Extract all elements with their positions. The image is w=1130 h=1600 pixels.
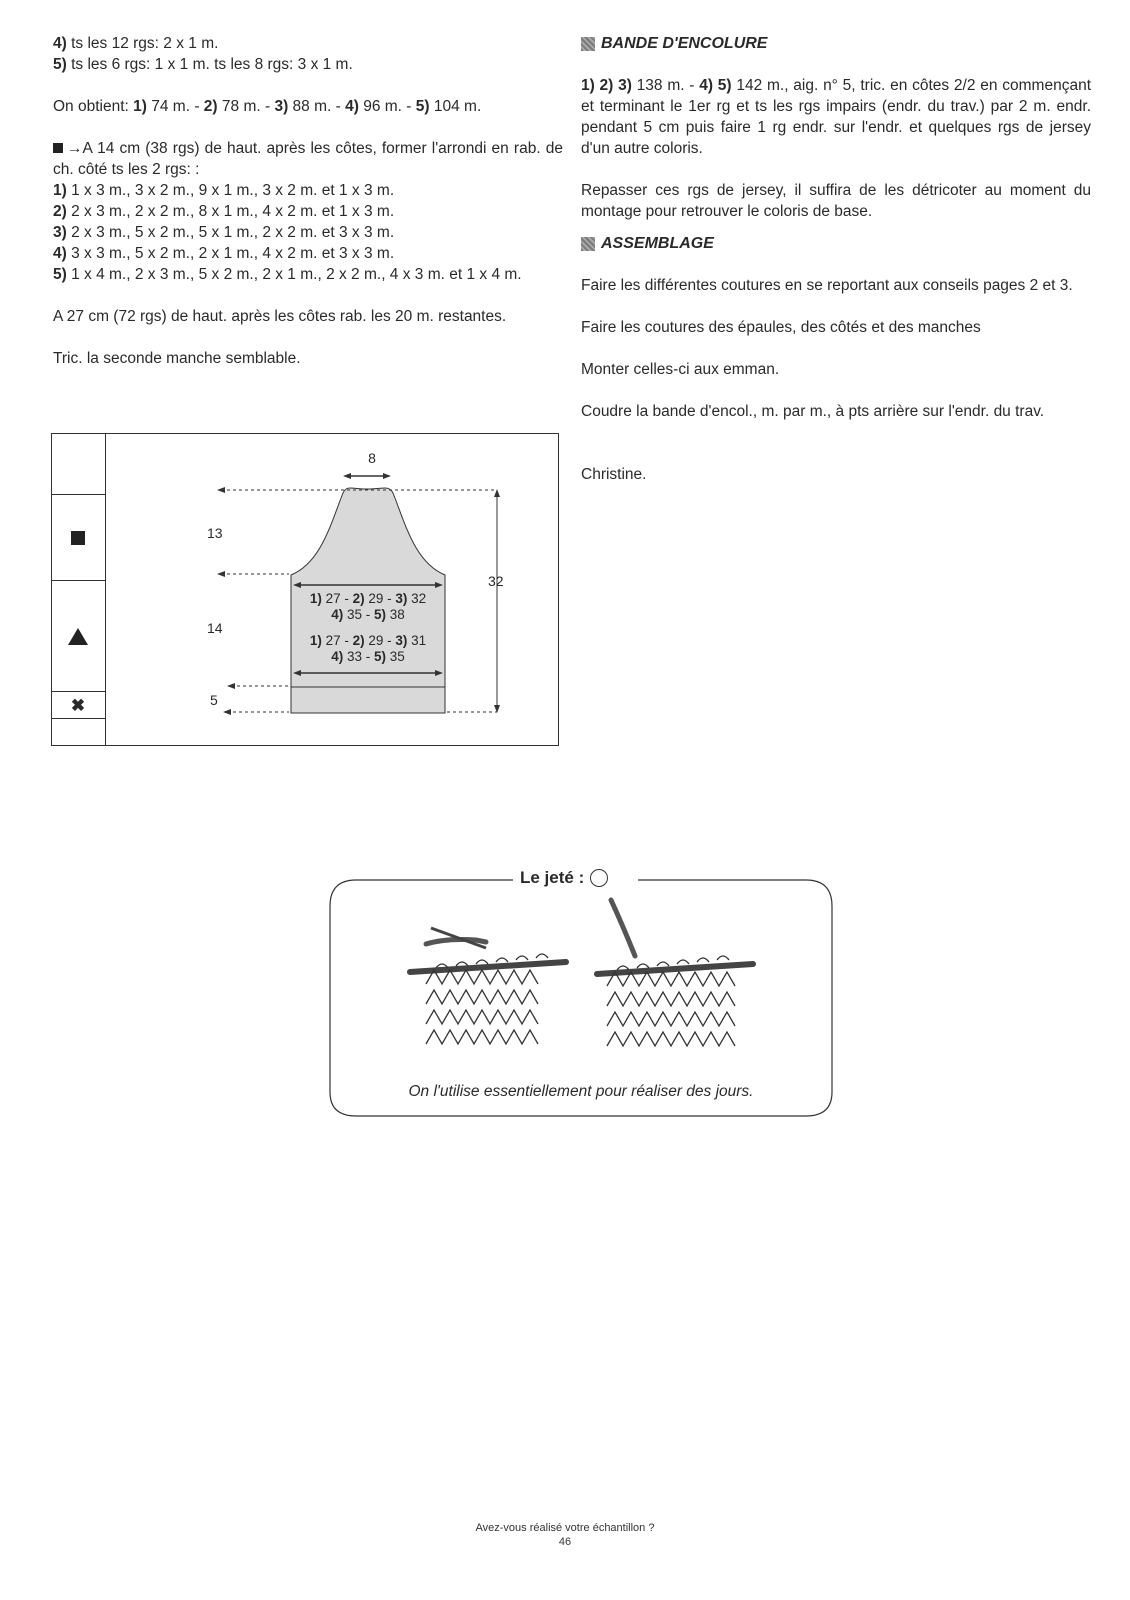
section-square-icon	[581, 237, 595, 251]
cross-symbol-icon: ✖	[70, 695, 86, 715]
dim-body: 14	[207, 620, 223, 636]
dim-rib: 5	[210, 692, 218, 708]
upper-width-label: 1) 27 - 2) 29 - 3) 32 4) 35 - 5) 38	[309, 591, 427, 622]
left-column	[53, 33, 563, 369]
dim-total: 32	[488, 573, 504, 589]
arrondi-paragraph: →A 14 cm (38 rgs) de haut. après les côtes, former l'arrondi en rab. de ch. côté ts les 2 rgs: :	[53, 140, 563, 178]
size-line: 2) 2 x 3 m., 2 x 2 m., 8 x 1 m., 4 x 2 m. et 1 x 3 m.	[53, 203, 395, 220]
legend-cross	[51, 692, 105, 718]
arrow-icon: →	[67, 140, 83, 157]
sleeve-schematic	[51, 433, 559, 746]
bande-paragraph: 1) 2) 3) 138 m. - 4) 5) 142 m., aig. n° 5, tric. en côtes 2/2 en commençant et terminant le 1er rg et ts les rgs impairs (endr. du trav.) par 2 m. endr. pendant 5 cm puis faire 1 rg endr. sur l'endr. et quelques rgs de jersey d'un autre coloris.	[581, 77, 1091, 157]
right-column	[581, 33, 1091, 485]
instruction-line: 5) ts les 6 rgs: 1 x 1 m. ts les 8 rgs: 3 x 1 m.	[53, 56, 353, 73]
square-symbol-icon	[71, 531, 85, 545]
assemblage-paragraph: Monter celles-ci aux emman.	[581, 361, 780, 378]
knitting-step2-icon	[593, 896, 758, 1056]
repasser-paragraph: Repasser ces rgs de jersey, il suffira de les détricoter au moment du montage pour retrouver le coloris de base.	[581, 182, 1091, 220]
section-square-icon	[581, 37, 595, 51]
assemblage-heading: ASSEMBLAGE	[581, 233, 1091, 254]
yarn-over-circle-icon	[590, 869, 608, 887]
rab-paragraph: A 27 cm (72 rgs) de haut. après les côtes rab. les 20 m. restantes.	[53, 308, 507, 325]
assemblage-paragraph: Faire les coutures des épaules, des côtés et des manches	[581, 319, 981, 336]
dim-cap: 13	[207, 525, 223, 541]
jete-illustration-box	[328, 868, 834, 1118]
knitting-step1-icon	[406, 914, 571, 1054]
schematic-drawing	[51, 433, 559, 746]
jete-caption: On l'utilise essentiellement pour réaliser des jours.	[408, 1083, 754, 1100]
size-line: 3) 2 x 3 m., 5 x 2 m., 5 x 1 m., 2 x 2 m. et 3 x 3 m.	[53, 224, 395, 241]
dim-top-width: 8	[368, 450, 376, 466]
footer-question: Avez-vous réalisé votre échantillon ?	[475, 1522, 655, 1534]
jete-title: Le jeté :	[516, 867, 612, 888]
triangle-symbol-icon	[68, 628, 88, 645]
seconde-paragraph: Tric. la seconde manche semblable.	[53, 350, 301, 367]
square-marker-icon	[53, 143, 63, 153]
size-line: 4) 3 x 3 m., 5 x 2 m., 2 x 1 m., 4 x 2 m. et 3 x 3 m.	[53, 245, 395, 262]
assemblage-paragraph: Coudre la bande d'encol., m. par m., à pts arrière sur l'endr. du trav.	[581, 403, 1045, 420]
page-number: 46	[558, 1536, 572, 1548]
legend-square	[51, 495, 105, 580]
instruction-line: 4) ts les 12 rgs: 2 x 1 m.	[53, 35, 219, 52]
size-line: 1) 1 x 3 m., 3 x 2 m., 9 x 1 m., 3 x 2 m. et 1 x 3 m.	[53, 182, 395, 199]
size-line: 5) 1 x 4 m., 2 x 3 m., 5 x 2 m., 2 x 1 m., 2 x 2 m., 4 x 3 m. et 1 x 4 m.	[53, 266, 522, 283]
obtient-line: On obtient: 1) 74 m. - 2) 78 m. - 3) 88 m. - 4) 96 m. - 5) 104 m.	[53, 98, 482, 115]
legend-triangle	[51, 581, 105, 691]
assemblage-paragraph: Faire les différentes coutures en se reportant aux conseils pages 2 et 3.	[581, 277, 1073, 294]
lower-width-label: 1) 27 - 2) 29 - 3) 31 4) 33 - 5) 35	[309, 633, 427, 664]
bande-heading: BANDE D'ENCOLURE	[581, 33, 1091, 54]
signature: Christine.	[581, 466, 647, 483]
